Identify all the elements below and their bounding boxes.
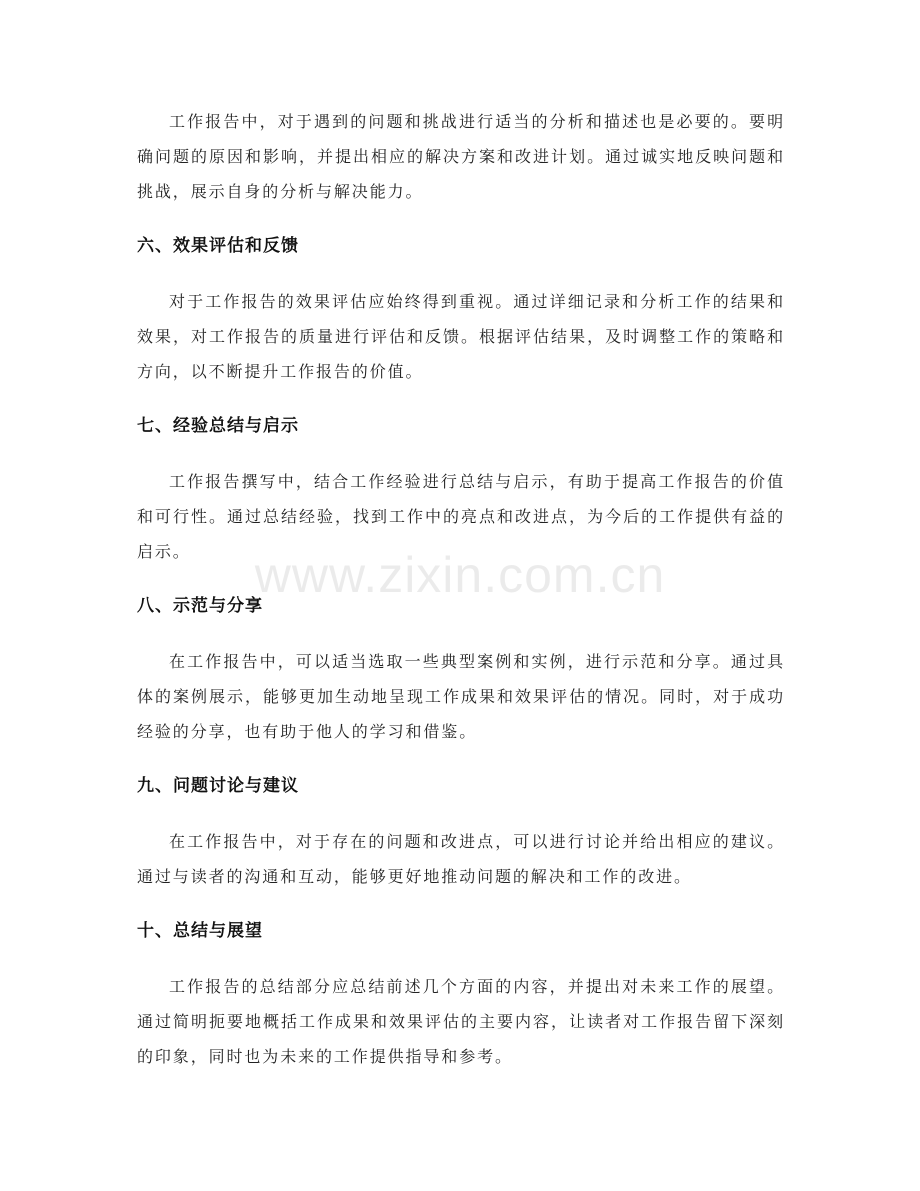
section-heading-9: 九、问题讨论与建议 bbox=[137, 776, 299, 796]
section-heading-6: 六、效果评估和反馈 bbox=[137, 236, 299, 256]
section-heading-8: 八、示范与分享 bbox=[137, 596, 263, 616]
document-content bbox=[137, 104, 785, 1074]
section-body-6: 对于工作报告的效果评估应始终得到重视。通过详细记录和分析工作的结果和效果，对工作报告的质量进行评估和反馈。根据评估结果，及时调整工作的策略和方向，以不断提升工作报告的价值。 bbox=[137, 292, 785, 381]
section-body-7: 工作报告撰写中，结合工作经验进行总结与启示，有助于提高工作报告的价值和可行性。通过总结经验，找到工作中的亮点和改进点，为今后的工作提供有益的启示。 bbox=[137, 472, 785, 561]
section-heading-10: 十、总结与展望 bbox=[137, 921, 263, 941]
intro-paragraph: 工作报告中，对于遇到的问题和挑战进行适当的分析和描述也是必要的。要明确问题的原因和影响，并提出相应的解决方案和改进计划。通过诚实地反映问题和挑战，展示自身的分析与解决能力。 bbox=[137, 112, 785, 201]
section-body-10: 工作报告的总结部分应总结前述几个方面的内容，并提出对未来工作的展望。通过简明扼要地概括工作成果和效果评估的主要内容，让读者对工作报告留下深刻的印象，同时也为未来的工作提供指导和参考。 bbox=[137, 977, 785, 1066]
watermark: www.zixin.com.cn bbox=[254, 547, 666, 603]
section-body-8: 在工作报告中，可以适当选取一些典型案例和实例，进行示范和分享。通过具体的案例展示，能够更加生动地呈现工作成果和效果评估的情况。同时，对于成功经验的分享，也有助于他人的学习和借鉴。 bbox=[137, 652, 785, 741]
section-body-9: 在工作报告中，对于存在的问题和改进点，可以进行讨论并给出相应的建议。通过与读者的沟通和互动，能够更好地推动问题的解决和工作的改进。 bbox=[137, 832, 785, 886]
section-heading-7: 七、经验总结与启示 bbox=[137, 416, 299, 436]
